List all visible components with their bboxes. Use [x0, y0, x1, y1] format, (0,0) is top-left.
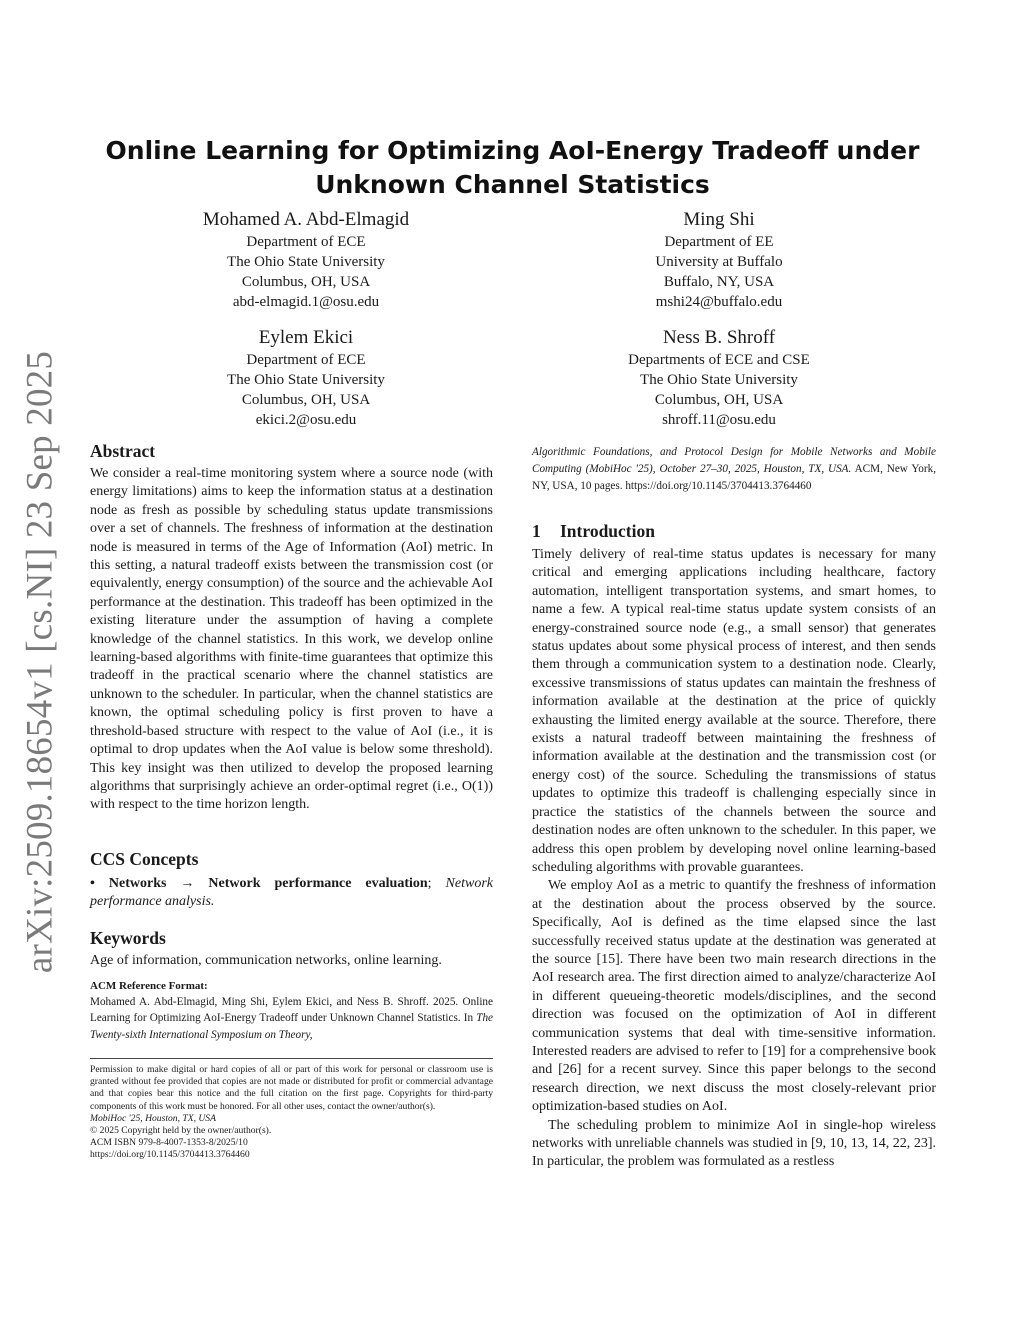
acm-reference-plain: Mohamed A. Abd-Elmagid, Ming Shi, Eylem Ekici, and Ness B. Shroff. 2025. Online Learning for Optimizing AoI-Energy Tradeoff under Unknown Channel Statistics. In — [90, 996, 493, 1025]
author-name: Ming Shi — [683, 209, 755, 230]
footnote-isbn: ACM ISBN 979-8-4007-1353-8/2025/10 — [90, 1137, 248, 1149]
acm-reference-heading: ACM Reference Format: — [90, 980, 208, 992]
author-block-2 — [570, 209, 868, 312]
author-location: Buffalo, NY, USA — [663, 274, 775, 290]
acm-reference-text — [90, 994, 493, 1043]
section-number: 1 — [532, 521, 541, 541]
author-department: Department of ECE — [246, 234, 366, 250]
acm-reference-italic: The Twenty-sixth International Symposium on Theory, — [90, 1012, 493, 1041]
intro-paragraph-3: The scheduling problem to minimize AoI in single-hop wireless networks with unreliable channels was studied in [9, 10, 13, 14, 22, 23]. In particular, the problem was formulated as a restless — [532, 1117, 936, 1170]
author-name: Ness B. Shroff — [662, 327, 776, 348]
author-department: Departments of ECE and CSE — [628, 352, 810, 368]
author-block-3 — [157, 327, 455, 430]
author-email[interactable]: abd-elmagid.1@osu.edu — [232, 294, 380, 310]
keywords-heading: Keywords — [90, 928, 166, 948]
introduction-body — [532, 546, 936, 1172]
author-institution: The Ohio State University — [227, 372, 385, 388]
author-name: Eylem Ekici — [258, 327, 354, 348]
paper-title — [90, 134, 935, 202]
ccs-heading: CCS Concepts — [90, 849, 199, 869]
footnote-divider — [90, 1058, 493, 1059]
author-block-1 — [157, 209, 455, 312]
ccs-separator: ; — [427, 876, 446, 891]
footnote-conference: MobiHoc '25, Houston, TX, USA — [90, 1112, 216, 1124]
author-location: Columbus, OH, USA — [654, 392, 784, 408]
author-email[interactable]: shroff.11@osu.edu — [662, 412, 776, 428]
author-name: Mohamed A. Abd-Elmagid — [202, 209, 410, 230]
permission-footnote — [90, 1064, 493, 1162]
abstract-text: We consider a real-time monitoring system where a source node (with energy limitations) aims to keep the information status at a destination node as fresh as possible by scheduling status update transmissions over a set of channels. The freshness of information at the destination node is measured in terms of the Age of Information (AoI) metric. In this setting, a natural tradeoff exists between the transmission cost (or equivalently, energy consumption) of the source and the achievable AoI performance at the destination. This tradeoff has been optimized in the existing literature under the assumption of having a complete knowledge of the channel statistics. In this work, we develop online learning-based algorithms with finite-time guarantees that optimize this tradeoff in the practical scenario where the channel statistics are unknown to the scheduler. In particular, when the channel statistics are known, the optimal scheduling policy is first proven to have a threshold-based structure with respect to the value of AoI (i.e., it is optimal to drop updates when the AoI value is below some threshold). This key insight was then utilized to develop the proposed learning algorithms that surprisingly achieve an order-optimal regret (i.e., O(1)) with respect to the time horizon length. — [90, 466, 493, 813]
introduction-heading — [532, 520, 936, 542]
venue-reference — [532, 444, 936, 495]
author-department: Department of ECE — [246, 352, 366, 368]
author-institution: The Ohio State University — [640, 372, 798, 388]
author-block-4 — [570, 327, 868, 430]
title-line-2: Unknown Channel Statistics — [315, 170, 710, 199]
title-line-1: Online Learning for Optimizing AoI-Energy Tradeoff under — [105, 136, 920, 165]
footnote-copyright: © 2025 Copyright held by the owner/author(s). — [90, 1125, 272, 1137]
author-location: Columbus, OH, USA — [241, 274, 371, 290]
author-location: Columbus, OH, USA — [241, 392, 371, 408]
intro-paragraph-2: We employ AoI as a metric to quantify the freshness of information at the destination about the process observed by the source. Specifically, AoI is defined as the time elapsed since the last successfully received status update at the destination was generated at the source [15]. There have been two main research directions in the AoI research area. The first direction aimed to analyze/characterize AoI in different queueing-theoretic models/disciplines, and the second direction was focused on the optimization of AoI in different communication systems that deal with time-sensitive information. Interested readers are advised to refer to [19] for a comprehensive book and [26] for a recent survey. Since this paper belongs to the second research direction, we next discuss the most closely-relevant prior optimization-based studies on AoI. — [532, 878, 936, 1115]
author-department: Department of EE — [664, 234, 774, 250]
keywords-text: Age of information, communication networks, online learning. — [90, 953, 442, 968]
author-email[interactable]: ekici.2@osu.edu — [255, 412, 357, 428]
author-institution: University at Buffalo — [655, 254, 783, 270]
footnote-doi[interactable]: https://doi.org/10.1145/3704413.3764460 — [90, 1149, 250, 1161]
intro-paragraph-1: Timely delivery of real-time status updates is necessary for many critical and emerging applications including healthcare, factory automation, intelligent transportation systems, and smart homes, to name a few. A typical real-time status update system consists of an energy-constrained source node (e.g., a small sensor) that generates status updates about some physical process of interest, and then sends them through a communication system to a destination node. Clearly, excessive transmissions of status updates can maintain the freshness of information available at the destination at the price of quickly exhausting the limited energy available at the source. Therefore, there exists a natural tradeoff between maintaining the freshness of information available at the destination and the transmission cost (or energy cost) of the source. Scheduling the transmissions of status updates to optimize this tradeoff is challenging especially since in practice the statistics of the channels between the source and destination nodes are often unknown to the scheduler. In this paper, we address this open problem by developing novel online learning-based scheduling algorithms with provable guarantees. — [532, 547, 936, 875]
author-institution: The Ohio State University — [227, 254, 385, 270]
venue-italic: Algorithmic Foundations, and Protocol Design for Mobile Networks and Mobile Computing (MobiHoc '25), October 27–30, 2025, Houston, TX, USA. — [532, 446, 936, 475]
ccs-concepts — [90, 875, 493, 912]
venue-plain: ACM, New York, NY, USA, 10 pages. https://doi.org/10.1145/3704413.3764460 — [532, 463, 936, 492]
ccs-bullet: • Networks → Network performance evaluation — [90, 876, 428, 891]
permission-text: Permission to make digital or hard copies of all or part of this work for personal or classroom use is granted without fee provided that copies are not made or distributed for profit or commercial advantage and that copies bear this notice and the full citation on the first page. Copyrights for third-party components of this work must be honored. For all other uses, contact the owner/author(s). — [90, 1064, 493, 1112]
abstract-heading: Abstract — [90, 441, 156, 461]
section-title: Introduction — [560, 521, 655, 541]
arxiv-identifier: arXiv:2509.18654v1 [cs.NI] 23 Sep 2025 — [19, 350, 61, 974]
author-email[interactable]: mshi24@buffalo.edu — [655, 294, 783, 310]
ccs-italic: Network performance analysis. — [90, 876, 493, 910]
